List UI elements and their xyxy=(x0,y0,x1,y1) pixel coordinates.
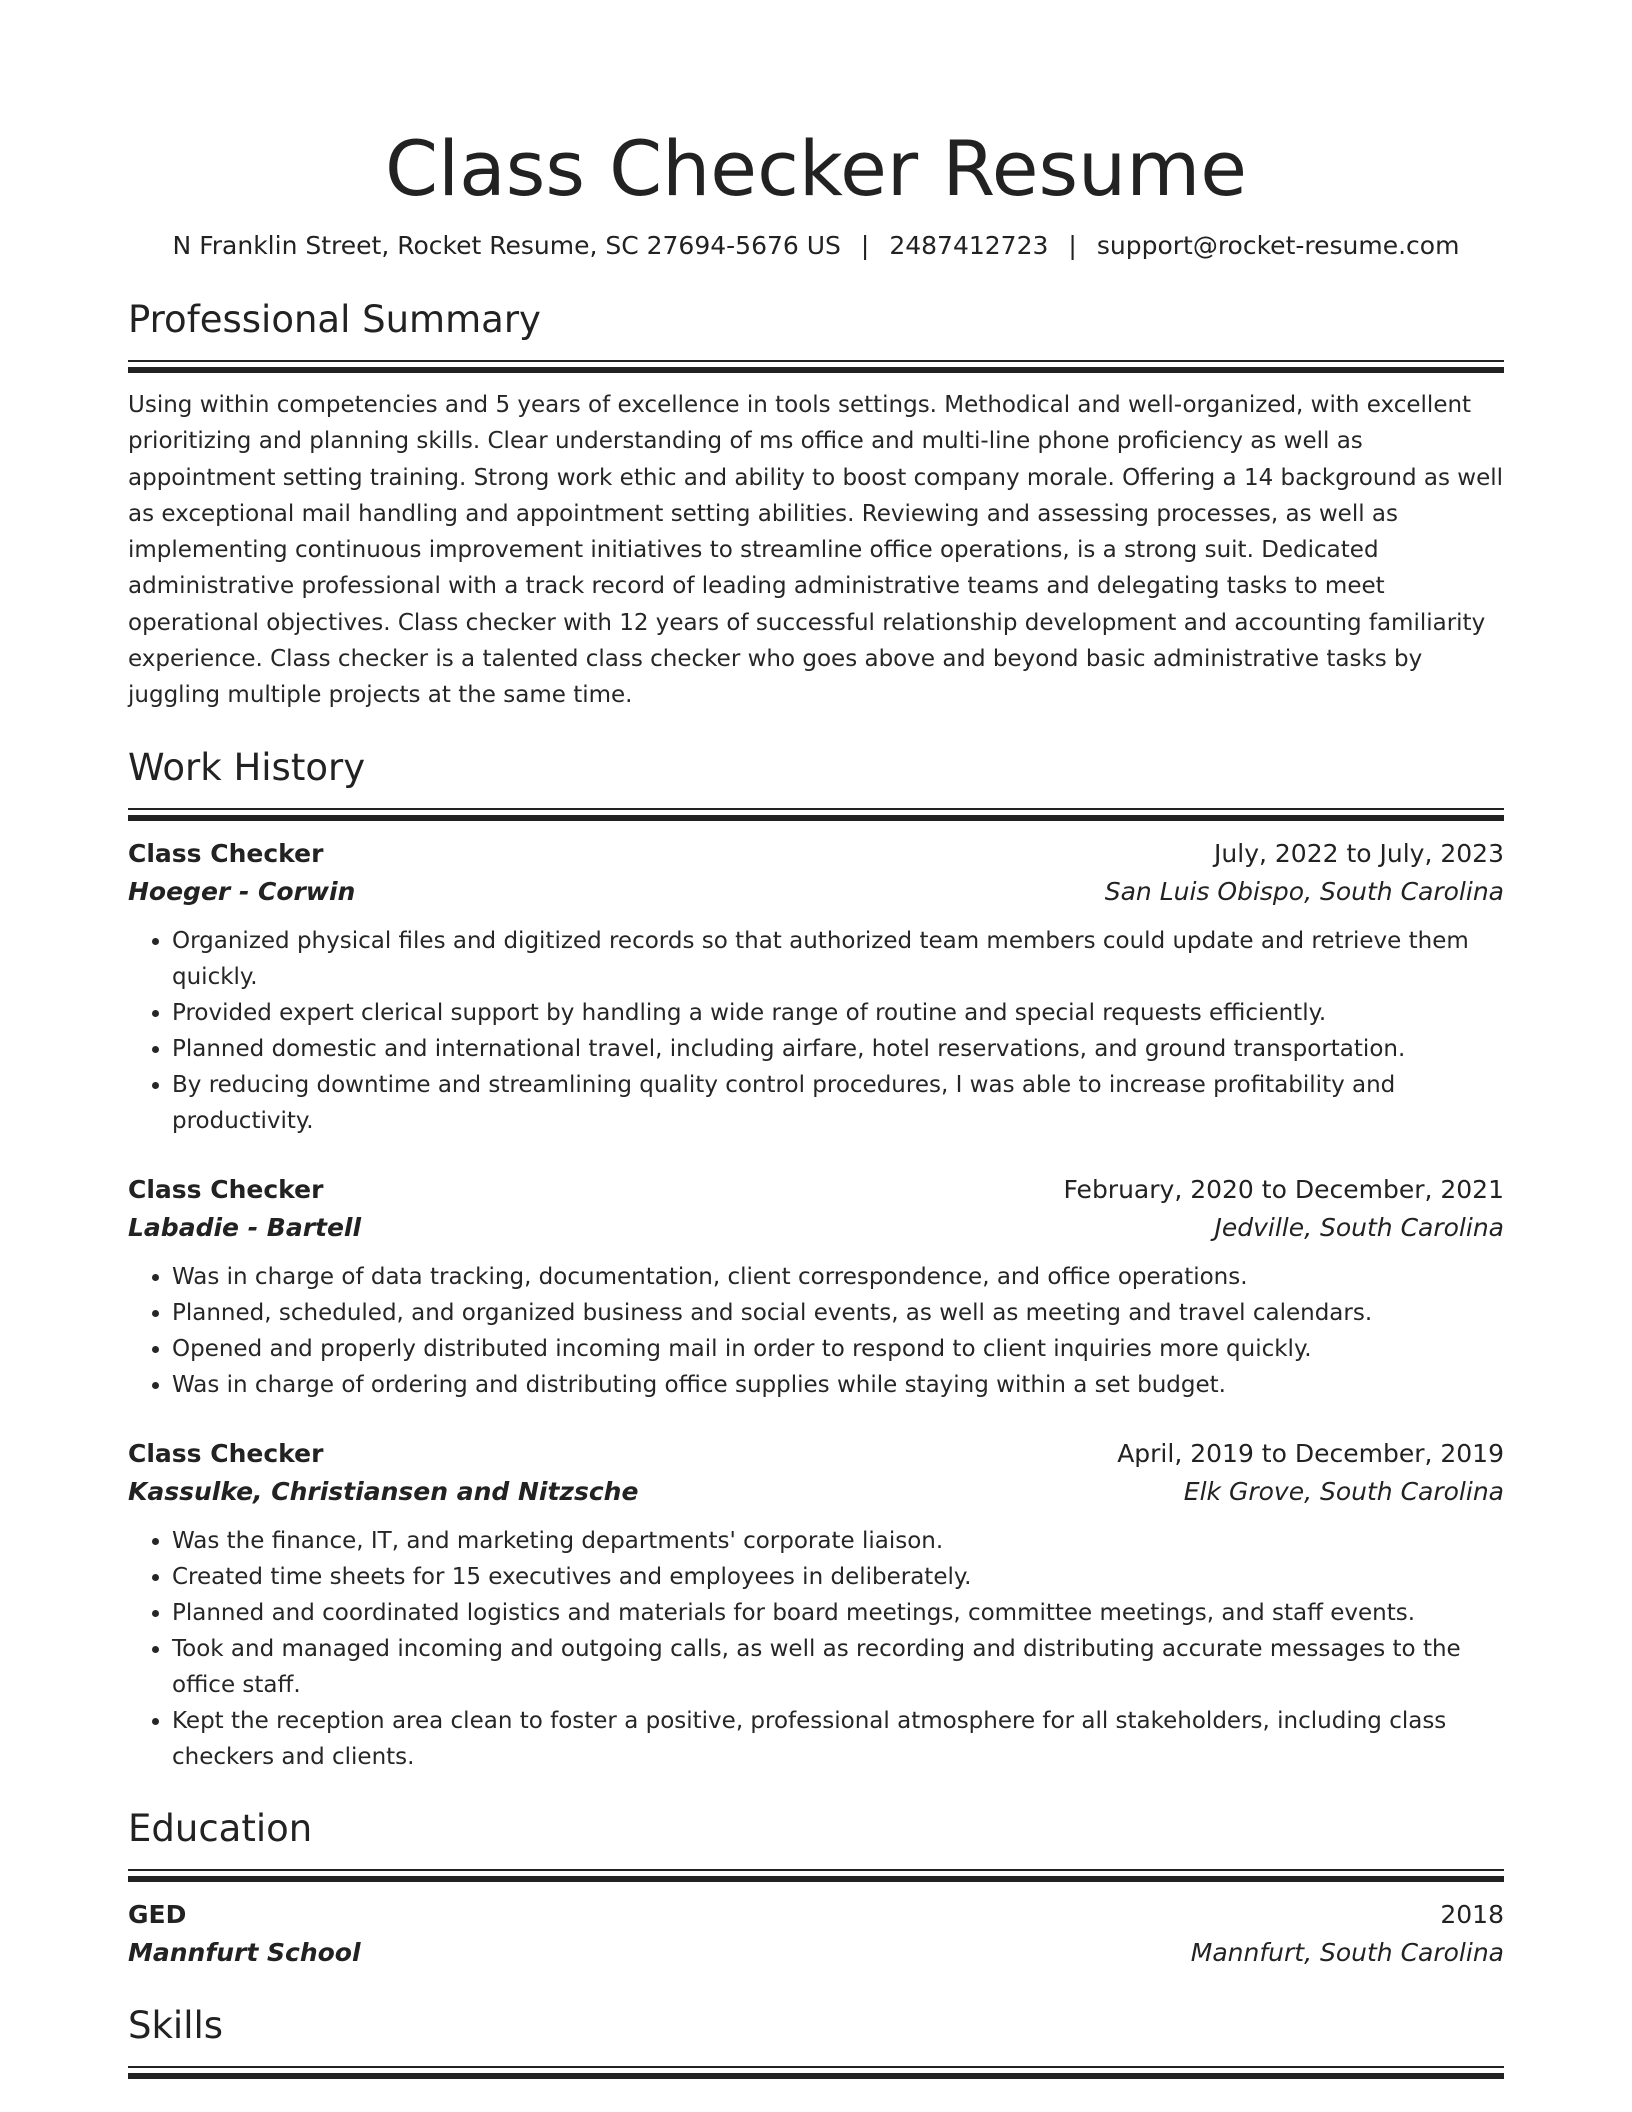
contact-separator: | xyxy=(860,231,870,260)
list-item: • Opened and properly distributed incoming mail in order to respond to client inquiries more quickly. xyxy=(172,1331,1504,1367)
job-title: Class Checker xyxy=(128,1438,324,1468)
education-year: 2018 xyxy=(1440,1899,1504,1929)
section-divider xyxy=(128,1869,1504,1882)
job-title: Class Checker xyxy=(128,838,324,868)
summary-text: Using within competencies and 5 years of excellence in tools settings. Methodical and well-organized, with excellent prioritizing and planning skills. Clear understanding of ms office and multi-line phone proficiency as well as appointment setting training. Strong work ethic and ability to boost company morale. Offering a 14 background as well as exceptional mail handling and appointment setting abilities. Reviewing and assessing processes, as well as implementing continuous improvement initiatives to streamline office operations, is a strong suit. Dedicated administrative professional with a track record of leading administrative teams and delegating tasks to meet operational objectives. Class checker with 12 years of successful relationship development and accounting familiarity experience. Class checker is a talented class checker who goes above and beyond basic administrative tasks by juggling multiple projects at the same time. xyxy=(128,392,1504,709)
job-location: Elk Grove, South Carolina xyxy=(1183,1476,1504,1506)
section-heading-summary: Professional Summary xyxy=(128,298,541,341)
job-bullets xyxy=(128,1523,1504,1775)
education-school: Mannfurt School xyxy=(128,1937,361,1967)
contact-line xyxy=(128,226,1504,266)
education-degree: GED xyxy=(128,1899,187,1929)
section-divider xyxy=(128,2066,1504,2079)
job-company-row xyxy=(128,1209,1504,1247)
job-location: San Luis Obispo, South Carolina xyxy=(1104,876,1504,906)
section-heading-education: Education xyxy=(128,1806,313,1850)
job-entry xyxy=(128,835,1504,1139)
section-heading-skills: Skills xyxy=(128,2003,224,2047)
education-school-row xyxy=(128,1934,1504,1972)
contact-phone: 2487412723 xyxy=(889,231,1049,260)
list-item: • Planned, scheduled, and organized business and social events, as well as meeting and travel calendars. xyxy=(172,1295,1504,1331)
list-item: • By reducing downtime and streamlining quality control procedures, I was able to increase profitability and productivity. xyxy=(172,1067,1504,1139)
list-item: • Organized physical files and digitized records so that authorized team members could update and retrieve them quickly. xyxy=(172,923,1504,995)
job-dates: February, 2020 to December, 2021 xyxy=(1063,1174,1504,1204)
job-entry xyxy=(128,1435,1504,1775)
list-item: • Was in charge of ordering and distributing office supplies while staying within a set budget. xyxy=(172,1367,1504,1403)
job-dates: April, 2019 to December, 2019 xyxy=(1117,1438,1504,1468)
job-dates: July, 2022 to July, 2023 xyxy=(1214,838,1504,868)
section-divider xyxy=(128,808,1504,821)
education-location: Mannfurt, South Carolina xyxy=(1190,1937,1504,1967)
education-degree-row xyxy=(128,1896,1504,1934)
job-company-row xyxy=(128,873,1504,911)
list-item: • Planned domestic and international travel, including airfare, hotel reservations, and ground transportation. xyxy=(172,1031,1504,1067)
job-company-row xyxy=(128,1473,1504,1511)
list-item: • Was in charge of data tracking, documentation, client correspondence, and office operations. xyxy=(172,1259,1504,1295)
contact-separator: | xyxy=(1068,231,1077,260)
job-company: Labadie - Bartell xyxy=(128,1212,362,1242)
section-divider xyxy=(128,360,1504,373)
job-bullets xyxy=(128,923,1504,1139)
resume-page xyxy=(128,0,1504,2079)
job-company: Kassulke, Christiansen and Nitzsche xyxy=(128,1476,639,1506)
list-item: • Created time sheets for 15 executives and employees in deliberately. xyxy=(172,1559,1504,1595)
job-title: Class Checker xyxy=(128,1174,324,1204)
section-heading-work-history: Work History xyxy=(128,745,366,789)
education-entry xyxy=(128,1896,1504,1972)
list-item: • Was the finance, IT, and marketing departments' corporate liaison. xyxy=(172,1523,1504,1559)
list-item: • Provided expert clerical support by handling a wide range of routine and special requests efficiently. xyxy=(172,995,1504,1031)
job-location: Jedville, South Carolina xyxy=(1214,1212,1504,1242)
job-bullets xyxy=(128,1259,1504,1403)
job-title-row xyxy=(128,1171,1504,1209)
job-title-row xyxy=(128,835,1504,873)
job-company: Hoeger - Corwin xyxy=(128,876,356,906)
resume-title: Class Checker Resume xyxy=(384,124,1248,213)
list-item: • Planned and coordinated logistics and materials for board meetings, committee meetings, and staff events. xyxy=(172,1595,1504,1631)
list-item: • Took and managed incoming and outgoing calls, as well as recording and distributing accurate messages to the office staff. xyxy=(172,1631,1504,1703)
list-item: • Kept the reception area clean to foster a positive, professional atmosphere for all stakeholders, including class checkers and clients. xyxy=(172,1703,1504,1775)
job-entry xyxy=(128,1171,1504,1403)
contact-address: N Franklin Street, Rocket Resume, SC 27694-5676 US xyxy=(172,231,841,260)
job-title-row xyxy=(128,1435,1504,1473)
contact-email: support@rocket-resume.com xyxy=(1096,231,1460,260)
